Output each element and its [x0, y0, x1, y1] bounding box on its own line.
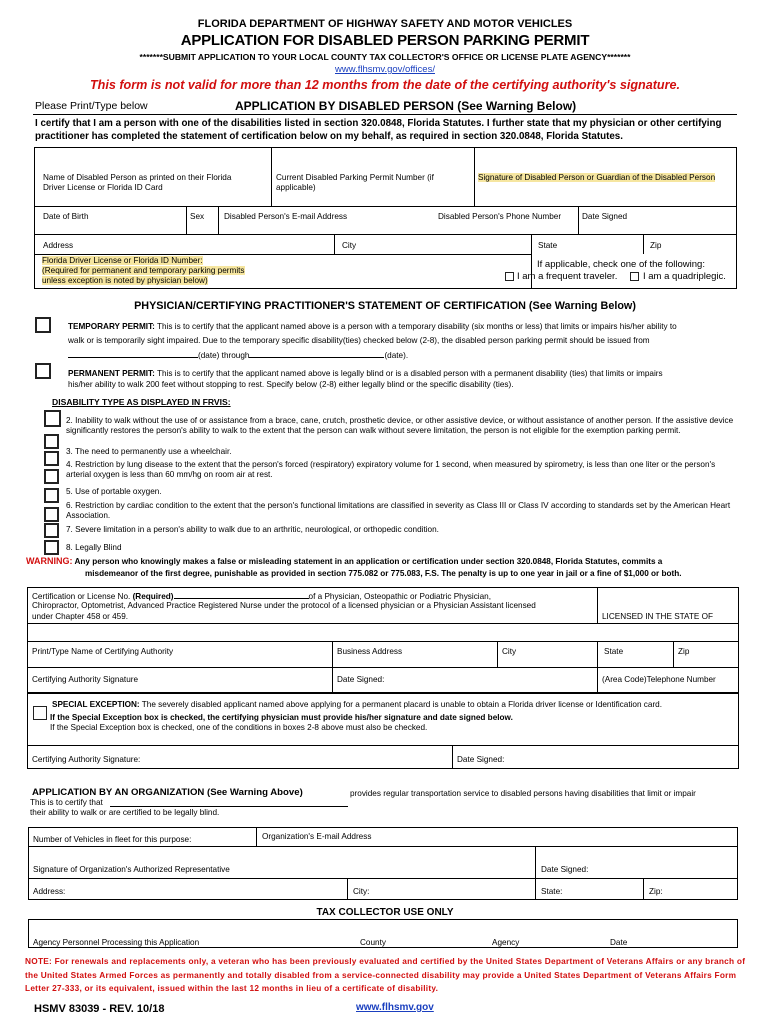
- county-label[interactable]: County: [360, 938, 386, 947]
- special-date-label[interactable]: Date Signed:: [457, 755, 505, 764]
- agency-personnel-label[interactable]: Agency Personnel Processing this Application: [33, 938, 200, 947]
- warning-statement: WARNING: Any person who knowingly makes a false or misleading statement in an application or certification under section 320.0848, Florida Statutes, commits a: [26, 556, 663, 566]
- org-certify-text: This is to certify that: [30, 798, 103, 807]
- cert-phone-label[interactable]: (Area Code)Telephone Number: [602, 675, 716, 684]
- temporary-date-range: (date) through (date).: [68, 349, 408, 361]
- disability-heading: DISABILITY TYPE AS DISPLAYED IN FRVIS:: [52, 397, 231, 407]
- vehicles-label[interactable]: Number of Vehicles in fleet for this purpose:: [33, 835, 192, 844]
- veteran-note: NOTE: For renewals and replacements only, a veteran who has been previously evaluated and certified by the United States Department of Veterans Affairs or any branch of the United States Armed Forces as permanently and totally disabled from a service-connected disability may provide a United States Department of Veterans Affairs Form Letter 27-333, or its equivalent, issued within the last 12 months in lieu of a certificate of disability.: [25, 956, 746, 994]
- check-one-label: If applicable, check one of the following:: [537, 259, 705, 270]
- applicant-signature-label[interactable]: Signature of Disabled Person or Guardian of the Disabled Person: [478, 173, 716, 182]
- org-zip-label[interactable]: Zip:: [649, 887, 663, 896]
- disability-checkbox-8[interactable]: [44, 540, 59, 555]
- disability-item-5: 5. Use of portable oxygen.: [66, 487, 162, 496]
- temporary-permit-text: TEMPORARY PERMIT: This is to certify that the applicant named above is a person with a temporary disability (six months or less) that limits or impairs his/her ability to: [68, 322, 677, 331]
- submit-instruction: *******SUBMIT APPLICATION TO YOUR LOCAL COUNTY TAX COLLECTOR'S OFFICE OR LICENSE PLATE AGENCY*******: [139, 52, 631, 62]
- dob-label[interactable]: Date of Birth: [43, 212, 89, 221]
- agency-name: FLORIDA DEPARTMENT OF HIGHWAY SAFETY AND MOTOR VEHICLES: [197, 18, 573, 30]
- cert-license-field[interactable]: [174, 590, 309, 599]
- sex-label[interactable]: Sex: [190, 212, 205, 221]
- end-date-field[interactable]: [249, 349, 384, 358]
- disability-item-4: 4. Restriction by lung disease to the extent that the person's forced (respiratory) expiratory volume for 1 second, when measured by spirometry, is less than one liter or the person's arterial oxygen is less than 60 mm/hg on room air at rest.: [66, 460, 716, 479]
- disability-checkbox-2[interactable]: [44, 410, 61, 427]
- physician-section-title: PHYSICIAN/CERTIFYING PRACTITIONER'S STATEMENT OF CERTIFICATION (See Warning Below): [134, 300, 636, 312]
- cert-signature-label[interactable]: Certifying Authority Signature: [32, 675, 139, 684]
- disability-checkbox-4[interactable]: [44, 451, 59, 466]
- city-label[interactable]: City: [342, 241, 357, 250]
- disability-checkbox-6[interactable]: [44, 488, 59, 503]
- quadriplegic-checkbox[interactable]: [630, 272, 639, 281]
- footer-link[interactable]: www.flhsmv.gov: [356, 1002, 434, 1013]
- tax-date-label[interactable]: Date: [610, 938, 628, 947]
- disability-checkbox-3[interactable]: [44, 434, 59, 449]
- physician-state-label[interactable]: State: [604, 647, 624, 656]
- disability-item-8: 8. Legally Blind: [66, 543, 122, 552]
- special-exception-text: SPECIAL EXCEPTION: The severely disabled applicant named above applying for a permanent placard is unable to obtain a Florida driver license or Identification card.: [52, 700, 662, 709]
- org-provides-text: provides regular transportation service to disabled persons having disabilities that limit or impair: [350, 789, 696, 798]
- cert-date-signed-label[interactable]: Date Signed:: [337, 675, 385, 684]
- permanent-permit-text-2: his/her ability to walk 200 feet without stopping to rest. Specify below (2-8) either legally blind or the specific disability (ties).: [68, 380, 514, 389]
- applicant-section-title: APPLICATION BY DISABLED PERSON (See Warning Below): [235, 99, 577, 113]
- temporary-permit-text-2: walk or is temporarily sight impaired. Due to the temporary specific disability(ties) checked below (2-8), the disabled person parking permit should be issued from: [68, 336, 650, 345]
- dl-exception-note: unless exception is noted by physician below): [42, 276, 208, 285]
- permanent-permit-checkbox[interactable]: [35, 363, 51, 379]
- cert-license-line: Certification or License No. (Required) of a Physician, Osteopathic or Podiatric Physician,: [32, 592, 492, 601]
- special-exception-checkbox[interactable]: [33, 706, 47, 720]
- disability-item-2: 2. Inability to walk without the use of or assistance from a brace, cane, crutch, prosthetic device, or other assistive device, or without assistance of another person. If the assistive device significantly restores the person's ability to walk to the extent that the person can walk without severe limitation, the person is not eligible for the exemption parking permit.: [66, 416, 734, 435]
- rep-signature-label[interactable]: Signature of Organization's Authorized Representative: [33, 865, 230, 874]
- disability-checkbox-8a[interactable]: [44, 523, 59, 538]
- state-label[interactable]: State: [538, 241, 558, 250]
- cert-line-2: Chiropractor, Optometrist, Advanced Practice Registered Nurse under the protocol of a licensed physician or a Physician Assistant licensed: [32, 601, 536, 610]
- frequent-traveler-checkbox[interactable]: [505, 272, 514, 281]
- tax-collector-title: TAX COLLECTOR USE ONLY: [316, 907, 454, 918]
- special-exception-note: If the Special Exception box is checked, one of the conditions in boxes 2-8 above must also be checked.: [50, 723, 428, 732]
- address-label[interactable]: Address: [43, 241, 74, 250]
- applicant-certification: I certify that I am a person with one of the disabilities listed in section 320.0848, Florida Statutes. I further state that my physician or other certifying practitioner has completed the statement of certification below on my behalf, as required in section 320.0848, Florida Statutes.: [35, 118, 722, 142]
- org-address-label[interactable]: Address:: [33, 887, 66, 896]
- print-note: Please Print/Type below: [35, 100, 148, 112]
- quadriplegic-label: I am a quadriplegic.: [643, 271, 726, 282]
- business-address-label[interactable]: Business Address: [337, 647, 403, 656]
- disability-item-6: 6. Restriction by cardiac condition to the extent that the person's functional limitations are classified in severity as Class III or Class IV according to standards set by the American Heart Association.: [66, 501, 731, 520]
- form-id: HSMV 83039 - REV. 10/18: [34, 1003, 165, 1015]
- disability-checkbox-5[interactable]: [44, 469, 59, 484]
- special-exception-bold: If the Special Exception box is checked, the certifying physician must provide his/her signature and date signed below.: [50, 713, 513, 722]
- org-ability-text: their ability to walk or are certified to be legally blind.: [30, 808, 220, 817]
- start-date-field[interactable]: [68, 349, 198, 358]
- validity-warning: This form is not valid for more than 12 months from the date of the certifying authority's signature.: [89, 78, 681, 92]
- permanent-permit-text: PERMANENT PERMIT: This is to certify that the applicant named above is legally blind or is a disabled person with a permanent disability (ties) that limits or impairs: [68, 369, 663, 378]
- org-date-signed-label[interactable]: Date Signed:: [541, 865, 589, 874]
- org-state-label[interactable]: State:: [541, 887, 563, 896]
- disability-item-3: 3. The need to permanently use a wheelchair.: [66, 447, 232, 456]
- organization-section-title: APPLICATION BY AN ORGANIZATION (See Warning Above): [32, 787, 303, 798]
- zip-label[interactable]: Zip: [650, 241, 662, 250]
- licensed-state-label[interactable]: LICENSED IN THE STATE OF: [602, 612, 714, 621]
- name-field-label[interactable]: Name of Disabled Person as printed on their Florida Driver License or Florida ID Card: [43, 173, 232, 192]
- warning-statement-2: misdemeanor of the first degree, punishable as provided in section 775.082 or 775.083, F.S. The penalty is up to one year in jail or a fine of $1,000 or both.: [85, 569, 682, 578]
- print-name-label[interactable]: Print/Type Name of Certifying Authority: [32, 647, 174, 656]
- org-name-field[interactable]: [110, 806, 348, 807]
- permit-number-label[interactable]: Current Disabled Parking Permit Number (if applicable): [276, 173, 434, 192]
- phone-label[interactable]: Disabled Person's Phone Number: [438, 212, 562, 221]
- offices-link[interactable]: www.flhsmv.gov/offices/: [335, 64, 435, 75]
- disability-item-7: 7. Severe limitation in a person's ability to walk due to an arthritic, neurological, or orthopedic condition.: [66, 525, 439, 534]
- cert-line-3: under Chapter 458 or 459.: [32, 612, 129, 621]
- frequent-traveler-label: I am a frequent traveler.: [517, 271, 618, 282]
- applicant-date-signed-label[interactable]: Date Signed: [582, 212, 628, 221]
- dl-number-label[interactable]: Florida Driver License or Florida ID Number:: [42, 256, 203, 265]
- physician-city-label[interactable]: City: [502, 647, 517, 656]
- form-title: APPLICATION FOR DISABLED PERSON PARKING PERMIT: [180, 32, 590, 49]
- agency-label[interactable]: Agency: [492, 938, 520, 947]
- temporary-permit-checkbox[interactable]: [35, 317, 51, 333]
- email-label[interactable]: Disabled Person's E-mail Address: [224, 212, 348, 221]
- physician-zip-label[interactable]: Zip: [678, 647, 690, 656]
- org-city-label[interactable]: City:: [353, 887, 370, 896]
- dl-required-note: (Required for permanent and temporary parking permits: [42, 266, 245, 275]
- special-cert-sig-label[interactable]: Certifying Authority Signature:: [32, 755, 141, 764]
- disability-checkbox-7[interactable]: [44, 507, 59, 522]
- org-email-label[interactable]: Organization's E-mail Address: [262, 832, 372, 841]
